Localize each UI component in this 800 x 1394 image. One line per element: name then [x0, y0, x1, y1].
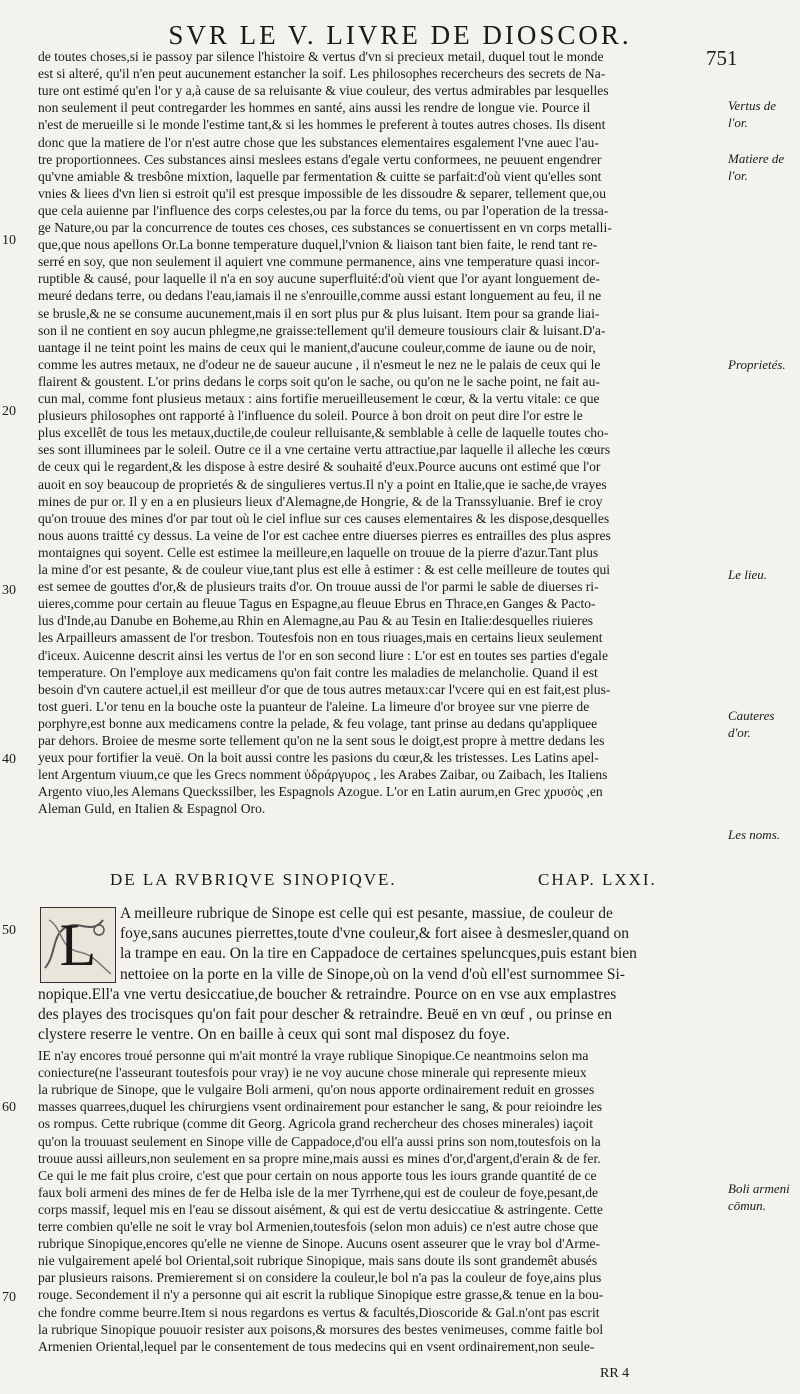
text-line: tre proportionnees. Ces substances ainsi meslees estans d'egale vertu conformees, ne peuuent engendrer — [38, 151, 602, 167]
text-line: uantage il ne teint point les mains de ceux qui le manient,d'aucune couleur,comme de iaune ou de noir, — [38, 339, 596, 355]
decorated-initial — [40, 907, 116, 983]
text-line: cun mal, comme font plusieus metaux : ains fortifie merueilleusement le cœur, & la vertu vitale: ce que — [38, 391, 600, 406]
text-line: la trampe en eau. On la tire en Cappadoce de certaines speluncques,puis estant bien — [120, 945, 637, 963]
text-line: donc que la matiere de l'or n'est autre chose que les substances elementaires esgalement l'vne auec l'au- — [38, 134, 599, 150]
line-number: 50 — [2, 923, 16, 938]
text-line: que cela auienne par l'influence des corps celestes,ou par la force du tems, ou par l'operation de la tressa- — [38, 202, 609, 218]
text-line: se brusle,& ne se consume aucunement,mais il en sort plus pur & plus luisant. Item pour sa grande liai- — [38, 305, 600, 321]
text-line: Aleman Guld, en Italien & Espagnol Oro. — [38, 801, 266, 817]
text-line: nie vulgairement apelé bol Oriental,soit rubrique Sinopique, mais sans doute ils sont grandemêt abusés — [38, 1253, 598, 1269]
text-line: Argento viuo,les Alemans Queckssilber, les Espagnols Azogue. L'or en Latin aurum,en Grec χρυσὸς ,en — [38, 784, 603, 800]
text-line: ruptible & causé, pour laquelle il n'a en soy aucune superfluité:d'où vient que l'or ayant longuement de- — [38, 271, 600, 287]
signature-mark: RR 4 — [600, 1366, 630, 1381]
text-line: que,que nous apellons Or.La bonne temperature duquel,l'vnion & liaison tant bien faite, le rend tant re- — [38, 237, 598, 253]
line-number: 30 — [2, 583, 16, 598]
text-line: qu'on la trouuast seulement en Sinope ville de Cappadoce,d'ou ell'a aussi prins son nom,toutesfois on la — [38, 1133, 601, 1149]
text-line: non seulement il peut contregarder les hommes en santé, ains aussi les rendre de longue vie. Pource il — [38, 100, 591, 116]
text-line: nous auons traitté cy dessus. La veine de l'or est cachee entre diuerses pierres es entrailles des plus aspres — [38, 527, 611, 543]
text-line: auoit en soy beaucoup de proprietés & de singulieres vertus.Il n'y a point en Italie,que ie sache,de vrayes — [38, 476, 607, 492]
text-line: qu'on trouue des mines d'or par tout où le ciel influe sur ces causes elementaires & les dispose,desquelles — [38, 510, 610, 526]
text-line: flairent & goustent. L'or prins dedans le corps soit qu'on le sache, ou qu'on ne le sache point, ne fait au- — [38, 373, 600, 389]
text-line: n'est de merueille si le monde l'estime tant,& si les hommes le preferent à toutes autres choses. Ils disent — [38, 117, 606, 133]
text-line: lus d'Inde,au Danube en Boheme,au Rhin en Alemagne,au Pau & au Tesin en Italie:desquelles riuieres — [38, 613, 594, 629]
text-line: montaignes qui soyent. Celle est estimee la meilleure,en laquelle on trouue de la pierre d'azur.Tant plus — [38, 544, 599, 560]
text-line: qu'vne amiable & tresbône mixtion, laquelle par fermentation & cuitte se parfait:d'où vient qu'elles sont — [38, 168, 602, 184]
text-line: lent Argentum viuum,ce que les Grecs nomment ὑδράργυρος , les Arabes Zaibar, ou Zaibach, les Italiens — [38, 767, 608, 783]
text-line: serré en soy, que non seulement il aquiert vne commune permanence, ains vne temperature quasi incor- — [38, 254, 600, 270]
text-line: uieres,comme pour certain au fleuue Tagus en Espagne,au fleuue Ebrus en Thrace,en Ganges & Pacto- — [38, 596, 596, 612]
text-line: ge Nature,ou par la concurrence de toutes ces choses, ces substances se conuertissent en vn corps metalli- — [38, 220, 612, 235]
running-head: SVR LE V. LIVRE DE DIOSCOR. — [168, 20, 632, 50]
text-line: temperature. On l'employe aux medicamens qu'on fait contre les maladies de melancholie. Quand il est — [38, 664, 598, 680]
text-line: IE n'ay encores troué personne qui m'ait montré la vraye rublique Sinopique.Ce neantmoins selon ma — [38, 1048, 589, 1063]
text-line: mines de pur or. Il y en a en plusieurs lieux d'Alemagne,de Hongrie, & de la Transsyluanie. Bref ie croy — [38, 493, 603, 509]
text-line: rubrique Sinopique,encores qu'elle ne vienne de Sinope. Aucuns osent asseurer que le vray bol d'Arme- — [38, 1236, 601, 1252]
text-line: Ce qui le me fait plus croire, c'est que pour certain on nous apporte tous les iours grande quantité de ce — [38, 1167, 597, 1183]
chapter-title: DE LA RVBRIQVE SINOPIQVE. — [110, 870, 397, 889]
margin-note-proprietes: Proprietés. — [728, 357, 786, 372]
margin-note-matiere: Matiere de l'or. — [728, 151, 785, 183]
margin-note-cauteres: Cauteres d'or. — [728, 708, 775, 740]
text-line: par dehors. Broiee de mesme sorte tellement qu'on ne la sent sous le doigt,est propre à mettre dedans les — [38, 733, 605, 748]
text-line: ses sont illuminees par le soleil. Outre ce il a vne certaine vertu attractiue,par laquelle il alleche les cœurs — [38, 442, 611, 458]
line-number: 20 — [2, 404, 16, 419]
text-line: masses quarrees,duquel les chirurgiens vsent ordinairement pour estancher le sang, & pour reioindre les — [38, 1099, 603, 1115]
text-line: terre combien qu'elle ne soit le vray bol Armenien,toutesfois (selon mon aduis) ce n'est autre chose que — [38, 1219, 599, 1234]
text-line: rouge. Secondement il n'y a personne qui ait escrit la rublique Sinopique estre grasse,& tenue en la bou- — [38, 1287, 604, 1303]
text-line: plusieurs philosophes ont rapporté à l'influence du soleil. Pource à bon droit on peut dire l'or estre le — [38, 408, 583, 424]
chapter-number: CHAP. LXXI. — [538, 870, 657, 889]
text-line: la mine d'or est pesante, & de couleur viue,tant plus est elle à estimer : & est celle meilleure de toutes qui — [38, 562, 611, 577]
text-line: os rompus. Cette rubrique (comme dit Georg. Agricola grand rechercheur des choses minerales) iaçoit — [38, 1116, 594, 1132]
text-line: Armenien Oriental,lequel par le consentement de tous medecins qui en vsent ordinairement,non seule- — [38, 1338, 595, 1354]
text-line: des playes des trocisques qu'on fait pour descher & retraindre. Beuë en vn œuf , ou prinse en — [38, 1006, 612, 1023]
text-line: d'iceux. Auicenne descrit ainsi les vertus de l'or en son second liure : L'or est en toutes ses parties d'egale — [38, 647, 608, 663]
text-line: par plusieurs raisons. Premierement si on considere la couleur,le bol n'a pas la couleur de foye,ains plus — [38, 1270, 602, 1286]
text-line: clystere reserre le ventre. On en baille à ceux qui sont mal disposez du foye. — [38, 1026, 510, 1044]
text-line: nopique.Ell'a vne vertu desiccatiue,de boucher & retraindre. Pource on en vse aux emplastres — [38, 985, 617, 1003]
text-line: nettoiee on la porte en la ville de Sinope,où on la vend d'où ell'est surnommee Si- — [120, 965, 625, 983]
text-line: la rubrique de Sinope, que le vulgaire Boli armeni, qu'on nous apporte ordinairement reduit en grosses — [38, 1082, 595, 1098]
text-line: tost gueri. L'or tenu en la bouche oste la puanteur de l'aleine. La limeure d'or broyee sur vne pierre de — [38, 698, 590, 714]
text-line: A meilleure rubrique de Sinope est celle qui est pesante, massiue, de couleur de — [120, 905, 613, 922]
text-line: trouue aussi ailleurs,non seulement en sa propre mine,mais aussi es mines d'or,d'argent,d'erain & de fer. — [38, 1150, 601, 1166]
text-line: est si alteré, qu'il n'en peut aucunement estancher la soif. Les philosophes recercheurs des secrets de Na- — [38, 66, 606, 82]
text-line: son il ne contient en soy aucun phlegme,ne graisse:tellement qu'il demeure tousiours clair & luisant.D'a- — [38, 322, 606, 338]
text-line: de toutes choses,si ie passoy par silence l'histoire & vertus d'vn si precieux metail, duquel tout le monde — [38, 49, 604, 64]
text-line: faux boli armeni des mines de fer de Helba isle de la mer Tyrrhene,qui est de couleur de foye,pesant,de — [38, 1184, 599, 1200]
text-line: meuré dedans terre, ou dedans l'eau,iamais il ne s'enrouille,comme aussi estant longuement au feu, il ne — [38, 288, 602, 304]
text-line: coniecture(ne l'asseurant toutesfois pour vray) ie ne voy aucune chose minerale qui represente mieux — [38, 1065, 587, 1081]
text-line: les Arpailleurs amassent de l'or tresbon. Toutesfois non en tous riuages,mais en certains lieux seulement — [38, 630, 603, 646]
margin-note-noms: Les noms. — [728, 827, 781, 842]
text-line: che fondre comme beurre.Item si nous regardons es vertus & facultés,Dioscoride & Gal.n'ont pas escrit — [38, 1304, 600, 1320]
text-line: la rubrique Sinopique pouuoir resister aux poisons,& morsures des bestes venimeuses, comme faitle bol — [38, 1321, 604, 1337]
margin-note-vertus: Vertus de l'or. — [728, 98, 777, 130]
text-line: vnies & liees d'vn lien si estroit qu'il est presque impossible de les dissoudre & separer, tellement que,ou — [38, 185, 607, 201]
text-line: foye,sans aucunes pierrettes,toute d'vne couleur,& fort aisee à desmesler,quand on — [120, 925, 629, 943]
text-line: porphyre,est bonne aux medicamens contre la pelade, & feu volage, tant prinse au dedans qu'appliquee — [38, 715, 598, 731]
line-number: 70 — [2, 1290, 16, 1305]
page-number: 751 — [706, 46, 738, 70]
text-line: corps massif, lequel mis en l'eau se dissout aisément, & qui est de vertu desiccatiue & astringente. Cette — [38, 1201, 603, 1217]
text-line: de ceux qui le regardent,& les dispose à estre desiré & souhaité d'eux.Pource aucuns ont estimé que l'or — [38, 459, 601, 475]
initial-letter: L — [59, 912, 97, 978]
text-line: yeux pour fortifier la veuë. On la boit aussi contre les pasions du cœur,& les tristesses. Les Latins apel- — [38, 750, 599, 766]
line-number: 10 — [2, 233, 16, 248]
text-line: plus excellêt de tous les metaux,ductile,de couleur relluisante,& semblable à celle de laquelle toutes cho- — [38, 425, 609, 441]
text-line: ture ont estimé qu'en l'or y a,à cause de sa reluisante & viue couleur, des vertus admirables par lesquelles — [38, 83, 609, 99]
line-number: 40 — [2, 752, 16, 767]
margin-note-boli: Boli armeni cōmun. — [728, 1181, 790, 1213]
margin-note-lieu: Le lieu. — [728, 567, 767, 582]
text-line: besoin d'vn cautere actuel,il est meilleur d'or que de tous autres metaux:car l'vcere qui en est fait,est plus- — [38, 681, 611, 697]
text-line: comme les autres metaux, ne d'odeur ne de saueur aucune , il n'esmeut le nez ne le palais de ceux qui le — [38, 356, 601, 372]
line-number: 60 — [2, 1100, 16, 1115]
text-line: est semee de gouttes d'or,& de plusieurs traits d'or. On trouue aussi de l'or parmi le sable de diuerses ri- — [38, 579, 599, 595]
